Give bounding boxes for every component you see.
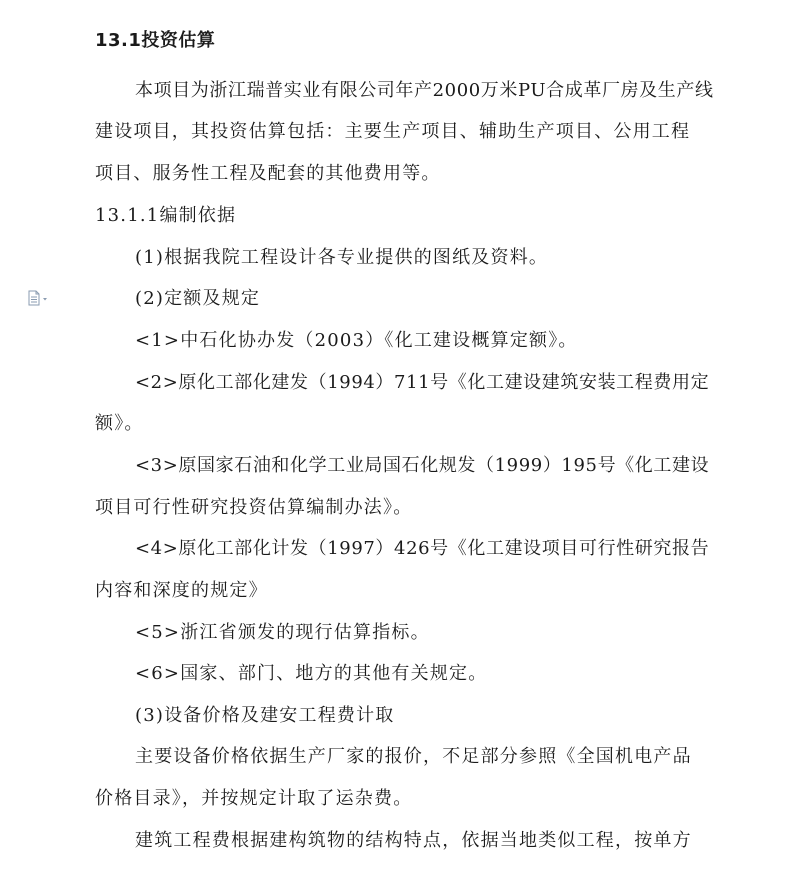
subsection-heading: 13.1.1编制依据 (95, 205, 237, 226)
list-item: <2>原化工部化建发（1994）711号《化工建设建筑安装工程费用定 (135, 372, 710, 393)
paragraph-line: 主要设备价格依据生产厂家的报价，不足部分参照《全国机电产品 (135, 746, 692, 767)
section-heading: 13.1投资估算 (95, 30, 216, 51)
list-item: (2)定额及规定 (135, 288, 261, 309)
list-item-continuation: 项目可行性研究投资估算编制办法》。 (95, 497, 413, 518)
list-item: <4>原化工部化计发（1997）426号《化工建设项目可行性研究报告 (135, 538, 710, 559)
list-item: (3)设备价格及建安工程费计取 (135, 705, 395, 726)
chevron-down-icon (43, 298, 47, 301)
list-item: <5>浙江省颁发的现行估算指标。 (135, 622, 430, 643)
document-icon (27, 290, 49, 306)
paragraph-line: 价格目录》，并按规定计取了运杂费。 (95, 788, 413, 809)
paragraph-line: 项目、服务性工程及配套的其他费用等。 (95, 163, 441, 184)
paragraph-line: 建筑工程费根据建构筑物的结构特点，依据当地类似工程，按单方 (135, 830, 692, 851)
list-item-continuation: 额》。 (95, 413, 144, 434)
list-item: <3>原国家石油和化学工业局国石化规发（1999）195号《化工建设 (135, 455, 710, 476)
paragraph-line: 建设项目，其投资估算包括：主要生产项目、辅助生产项目、公用工程 (95, 121, 691, 142)
list-item: <1>中石化协办发（2003）《化工建设概算定额》。 (135, 330, 578, 351)
paragraph-options-marker[interactable] (27, 290, 49, 306)
list-item: (1)根据我院工程设计各专业提供的图纸及资料。 (135, 247, 549, 268)
paragraph-line: 本项目为浙江瑞普实业有限公司年产2000万米PU合成革厂房及生产线 (135, 80, 714, 101)
list-item: <6>国家、部门、地方的其他有关规定。 (135, 663, 488, 684)
list-item-continuation: 内容和深度的规定》 (95, 580, 268, 601)
